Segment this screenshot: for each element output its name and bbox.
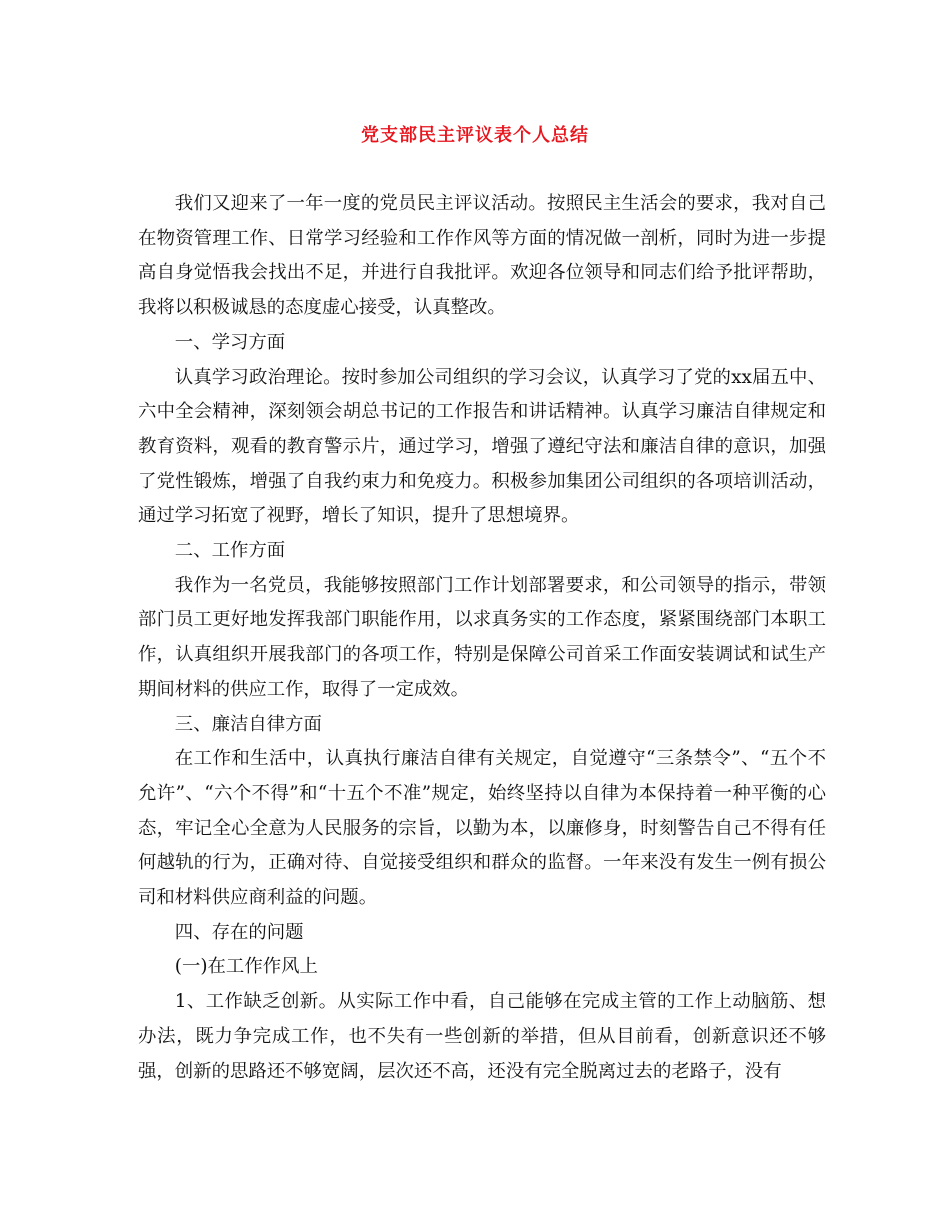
document-title: 党支部民主评议表个人总结 [361, 125, 589, 146]
section-heading-integrity: 三、廉洁自律方面 [174, 713, 322, 735]
work-paragraph: 我作为一名党员，我能够按照部门工作计划部署要求，和公司领导的指示，带领部门员工更好地发挥我部门职能作用，以求真务实的工作态度，紧紧围绕部门本职工作，认真组织开展我部门的各项工作，特别是保障公司首采工作面安装调试和试生产期间材料的供应工作，取得了一定成效。 [138, 574, 826, 700]
section-heading-work: 二、工作方面 [174, 540, 286, 562]
subsection-heading-work-style: (一)在工作作风上 [174, 956, 318, 978]
intro-paragraph: 我们又迎来了一年一度的党员民主评议活动。按照民主生活会的要求，我对自己在物资管理工作、日常学习经验和工作作风等方面的情况做一剖析，同时为进一步提高自身觉悟我会找出不足，并进行自我批评。欢迎各位领导和同志们给予批评帮助，我将以积极诚恳的态度虚心接受，认真整改。 [138, 193, 826, 319]
study-paragraph: 认真学习政治理论。按时参加公司组织的学习会议，认真学习了党的xx届五中、六中全会精神，深刻领会胡总书记的工作报告和讲话精神。认真学习廉洁自律规定和教育资料，观看的教育警示片，通过学习，增强了遵纪守法和廉洁自律的意识，加强了党性锻炼，增强了自我约束力和免疫力。积极参加集团公司组织的各项培训活动，通过学习拓宽了视野，增长了知识，提升了思想境界。 [138, 366, 826, 527]
section-heading-problems: 四、存在的问题 [174, 921, 304, 943]
document-body [138, 187, 826, 1089]
integrity-paragraph: 在工作和生活中，认真执行廉洁自律有关规定，自觉遵守“三条禁令”、“五个不允许”、“六个不得”和“十五个不准”规定，始终坚持以自律为本保持着一种平衡的心态，牢记全心全意为人民服务的宗旨，以勤为本，以廉修身，时刻警告自己不得有任何越轨的行为，正确对待、自觉接受组织和群众的监督。一年来没有发生一例有损公司和材料供应商利益的问题。 [138, 748, 826, 909]
problem-item-1: 1、工作缺乏创新。从实际工作中看，自己能够在完成主管的工作上动脑筋、想办法，既力争完成工作，也不失有一些创新的举措，但从目前看，创新意识还不够强，创新的思路还不够宽阔，层次还不高，还没有完全脱离过去的老路子，没有 [138, 991, 826, 1082]
section-heading-study: 一、学习方面 [174, 331, 286, 353]
